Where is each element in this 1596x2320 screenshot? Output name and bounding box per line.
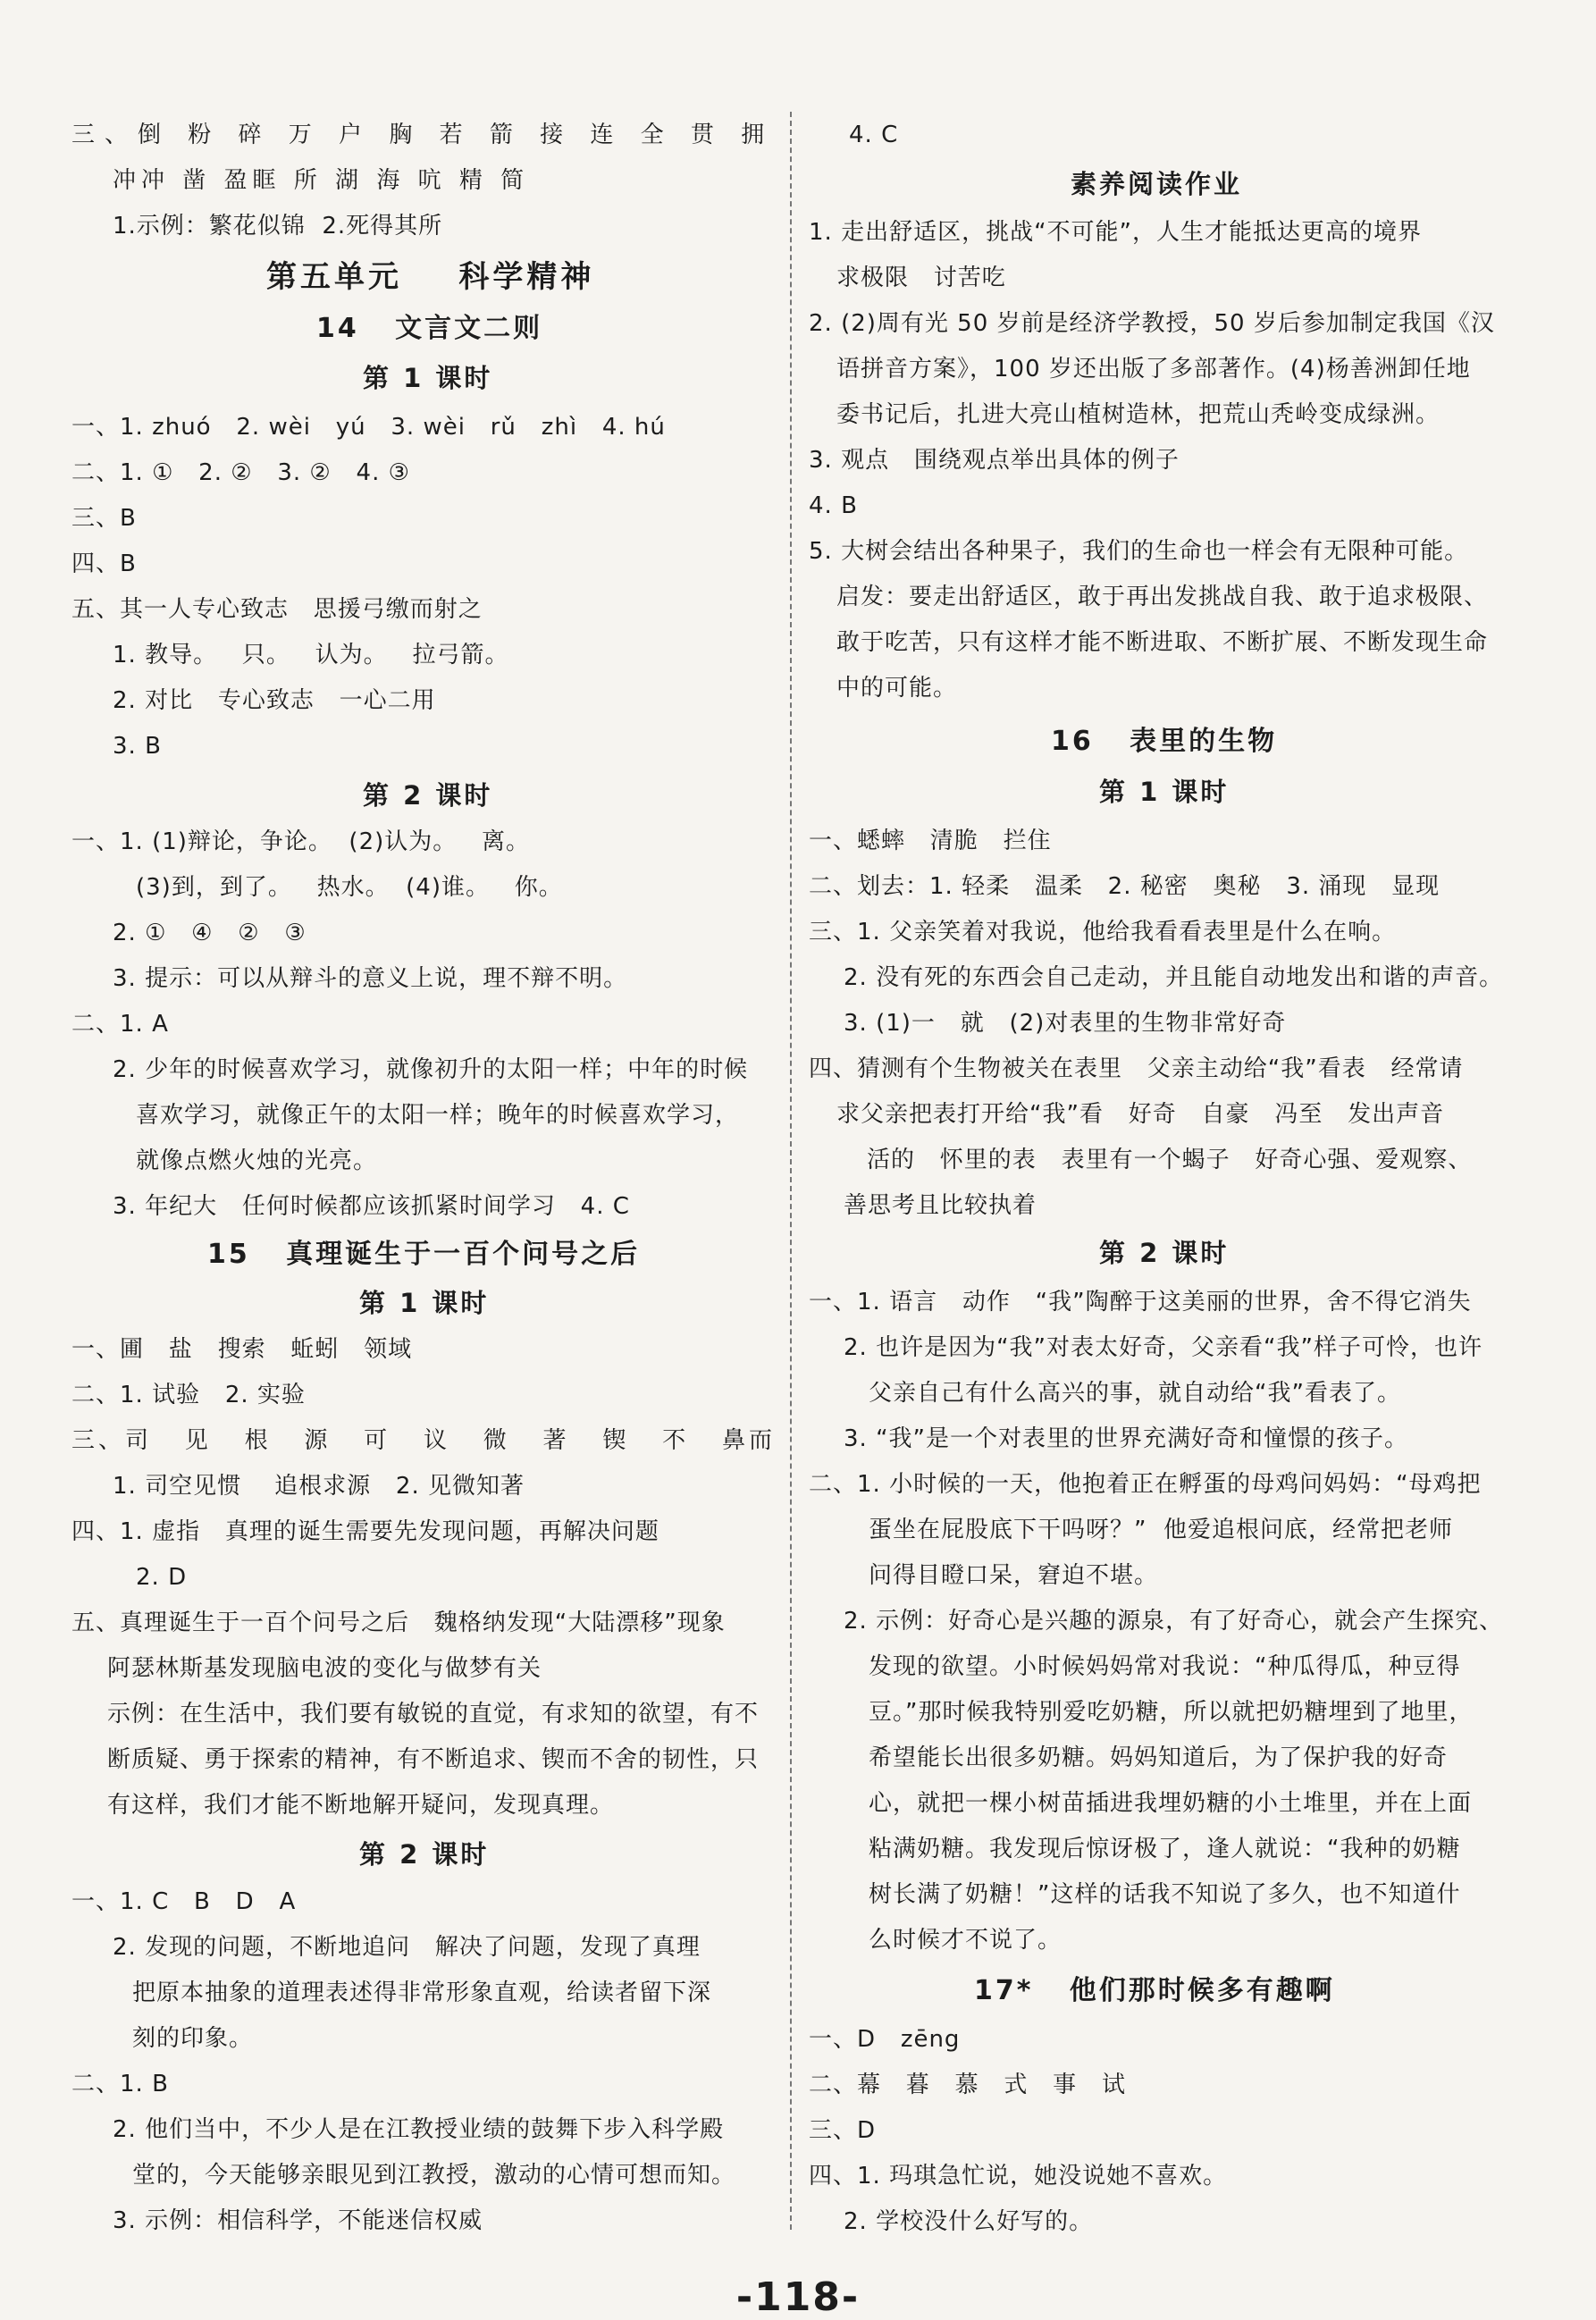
answer-line: 五、真理诞生于一百个问号之后 魏格纳发现“大陆漂移”现象 <box>71 1610 726 1636</box>
answer-line: 二、1. 小时候的一天，他抱着正在孵蛋的母鸡问妈妈：“母鸡把 <box>809 1471 1482 1498</box>
answer-line: 一、1. 语言 动作 “我”陶醉于这美丽的世界，舍不得它消失 <box>809 1289 1472 1316</box>
answer-line: 父亲自己有什么高兴的事，就自动给“我”看表了。 <box>869 1380 1401 1407</box>
answer-line: 四、1. 虚指 真理的诞生需要先发现问题，再解决问题 <box>71 1518 659 1545</box>
answer-line: 粘满奶糖。我发现后惊讶极了，逢人就说：“我种的奶糖 <box>869 1836 1461 1862</box>
answer-line: 四、B <box>71 551 137 577</box>
answer-line: 3. 提示：可以从辩斗的意义上说，理不辩不明。 <box>113 965 628 992</box>
answer-line: 豆。”那时候我特别爱吃奶糖，所以就把奶糖埋到了地里， <box>869 1699 1474 1726</box>
answer-line: 有这样，我们才能不断地解开疑问，发现真理。 <box>107 1792 615 1819</box>
answer-line: 2. D <box>136 1564 188 1591</box>
answer-line: 中的可能。 <box>836 675 958 702</box>
answer-line: 二、1. A <box>71 1011 169 1038</box>
answer-line: 1. 走出舒适区，挑战“不可能”，人生才能抵达更高的境界 <box>809 219 1423 246</box>
session-title: 第 1 课时 <box>359 1288 490 1318</box>
answer-line: 3. (1)一 就 (2)对表里的生物非常好奇 <box>844 1010 1287 1037</box>
answer-line: 一、D zēng <box>809 2026 961 2053</box>
answer-line: 希望能长出很多奶糖。妈妈知道后，为了保护我的好奇 <box>869 1744 1449 1771</box>
answer-line: 1.示例：繁花似锦 2.死得其所 <box>113 213 443 240</box>
answer-line: 三、D <box>809 2117 877 2144</box>
answer-line: 4. B <box>809 492 858 519</box>
answer-line: 冲冲 凿 盈眶 所 湖 海 吭 精 简 <box>113 167 530 194</box>
answer-line: 三、倒 粉 碎 万 户 胸 若 箭 接 连 全 贯 拥 <box>71 122 775 148</box>
answer-line: 2. 也许是因为“我”对表太好奇，父亲看“我”样子可怜，也许 <box>844 1334 1483 1361</box>
answer-line: 2. 发现的问题，不断地追问 解决了问题，发现了真理 <box>113 1934 701 1961</box>
answer-line: 3. 观点 围绕观点举出具体的例子 <box>809 447 1180 474</box>
answer-line: 喜欢学习，就像正午的太阳一样；晚年的时候喜欢学习， <box>136 1102 740 1129</box>
answer-line: 一、蟋蟀 清脆 拦住 <box>809 828 1052 854</box>
answer-line: 二、1. 试验 2. 实验 <box>71 1382 306 1408</box>
answer-line: 求父亲把表打开给“我”看 好奇 自豪 冯至 发出声音 <box>836 1101 1445 1128</box>
answer-line: 蛋坐在屁股底下干吗呀？” 他爱追根问底，经常把老师 <box>869 1517 1453 1543</box>
answer-line: 二、划去：1. 轻柔 温柔 2. 秘密 奥秘 3. 涌现 显现 <box>809 873 1441 900</box>
lesson-title: 14 文言文二则 <box>316 313 543 344</box>
answer-line: 问得目瞪口呆，窘迫不堪。 <box>869 1562 1159 1589</box>
answer-line: 4. C <box>849 122 899 148</box>
answer-line: 2. 没有死的东西会自己走动，并且能自动地发出和谐的声音。 <box>844 964 1504 991</box>
answer-line: 一、1. zhuó 2. wèi yú 3. wèi rǔ zhì 4. hú <box>71 414 666 441</box>
answer-line: 2. 对比 专心致志 一心二用 <box>113 687 436 714</box>
answer-line: 2. 示例：好奇心是兴趣的源泉，有了好奇心，就会产生探究、 <box>844 1608 1504 1635</box>
answer-line: 1. 教导。 只。 认为。 拉弓箭。 <box>113 642 509 668</box>
answer-line: 敢于吃苦，只有这样才能不断进取、不断扩展、不断发现生命 <box>836 629 1489 656</box>
answer-line: 2. 少年的时候喜欢学习，就像初升的太阳一样；中年的时候 <box>113 1056 749 1083</box>
answer-line: 求极限 讨苦吃 <box>836 265 1006 291</box>
lesson-title: 16 表里的生物 <box>1051 726 1278 757</box>
answer-line: 五、其一人专心致志 思援弓缴而射之 <box>71 596 483 623</box>
answer-line: 3. 示例：相信科学，不能迷信权威 <box>113 2207 483 2234</box>
session-title: 第 2 课时 <box>363 780 493 811</box>
answer-line: 刻的印象。 <box>132 2025 254 2052</box>
session-title: 第 1 课时 <box>1099 777 1230 807</box>
answer-line: 语拼音方案》，100 岁还出版了多部著作。(4)杨善洲卸任地 <box>836 356 1471 382</box>
lesson-title: 17* 他们那时候多有趣啊 <box>974 1975 1335 2006</box>
answer-line: 一、1. C B D A <box>71 1888 297 1915</box>
answer-line: 示例：在生活中，我们要有敏锐的直觉，有求知的欲望，有不 <box>107 1701 760 1727</box>
answer-line: 三、B <box>71 505 137 532</box>
answer-line: 一、圃 盐 搜索 蚯蚓 领域 <box>71 1336 413 1363</box>
answer-line: 发现的欲望。小时候妈妈常对我说：“种瓜得瓜，种豆得 <box>869 1653 1461 1680</box>
answer-line: 2. 学校没什么好写的。 <box>844 2208 1094 2235</box>
answer-line: 就像点燃火烛的光亮。 <box>136 1147 378 1174</box>
answer-line: 四、1. 玛琪急忙说，她没说她不喜欢。 <box>809 2163 1228 2190</box>
answer-line: 3. B <box>113 733 162 760</box>
column-divider <box>790 112 792 2230</box>
answer-line: 启发：要走出舒适区，敢于再出发挑战自我、敢于追求极限、 <box>836 584 1489 610</box>
session-title: 第 1 课时 <box>363 363 493 393</box>
answer-line: 活的 怀里的表 表里有一个蝎子 好奇心强、爱观察、 <box>867 1147 1473 1173</box>
answer-line: 2. (2)周有光 50 岁前是经济学教授，50 岁后参加制定我国《汉 <box>809 310 1495 337</box>
answer-line: 二、1. B <box>71 2071 169 2097</box>
answer-line: 心，就把一棵小树苗插进我埋奶糖的小土堆里，并在上面 <box>869 1790 1473 1817</box>
answer-line: 2. ① ④ ② ③ <box>113 920 307 946</box>
answer-line: 阿瑟林斯基发现脑电波的变化与做梦有关 <box>107 1655 542 1682</box>
answer-line: 三、司 见 根 源 可 议 微 著 锲 不 鼻而 <box>71 1427 776 1454</box>
answer-line: 二、1. ① 2. ② 3. ② 4. ③ <box>71 459 410 486</box>
answer-line: 一、1. (1)辩论，争论。 (2)认为。 离。 <box>71 828 531 855</box>
lesson-title: 15 真理诞生于一百个问号之后 <box>207 1239 641 1270</box>
answer-line: 1. 司空见惯 追根求源 2. 见微知著 <box>113 1473 525 1500</box>
answer-line: 三、1. 父亲笑着对我说，他给我看看表里是什么在响。 <box>809 919 1397 946</box>
answer-line: 堂的，今天能够亲眼见到江教授，激动的心情可想而知。 <box>132 2162 736 2189</box>
answer-line: 断质疑、勇于探索的精神，有不断追求、锲而不舍的韧性，只 <box>107 1746 760 1773</box>
answer-line: 树长满了奶糖！”这样的话我不知说了多久，也不知道什 <box>869 1881 1461 1908</box>
answer-line: (3)到，到了。 热水。 (4)谁。 你。 <box>136 874 563 901</box>
section-title: 素养阅读作业 <box>1071 169 1243 199</box>
session-title: 第 2 课时 <box>1099 1238 1230 1268</box>
answer-line: 委书记后，扎进大亮山植树造林，把荒山秃岭变成绿洲。 <box>836 401 1441 428</box>
answer-line: 么时候才不说了。 <box>869 1927 1063 1954</box>
answer-line: 3. 年纪大 任何时候都应该抓紧时间学习 4. C <box>113 1193 630 1220</box>
answer-line: 善思考且比较执着 <box>844 1192 1037 1219</box>
answer-line: 3. “我”是一个对表里的世界充满好奇和憧憬的孩子。 <box>844 1425 1409 1452</box>
unit-title: 第五单元 科学精神 <box>266 259 595 295</box>
answer-line: 把原本抽象的道理表述得非常形象直观，给读者留下深 <box>132 1980 712 2006</box>
page-number: -118- <box>735 2274 861 2320</box>
answer-line: 四、猜测有个生物被关在表里 父亲主动给“我”看表 经常请 <box>809 1055 1464 1082</box>
answer-line: 5. 大树会结出各种果子，我们的生命也一样会有无限种可能。 <box>809 538 1469 565</box>
answer-line: 二、幕 暮 慕 式 事 试 <box>809 2072 1126 2098</box>
answer-line: 2. 他们当中，不少人是在江教授业绩的鼓舞下步入科学殿 <box>113 2116 725 2143</box>
session-title: 第 2 课时 <box>359 1839 490 1870</box>
